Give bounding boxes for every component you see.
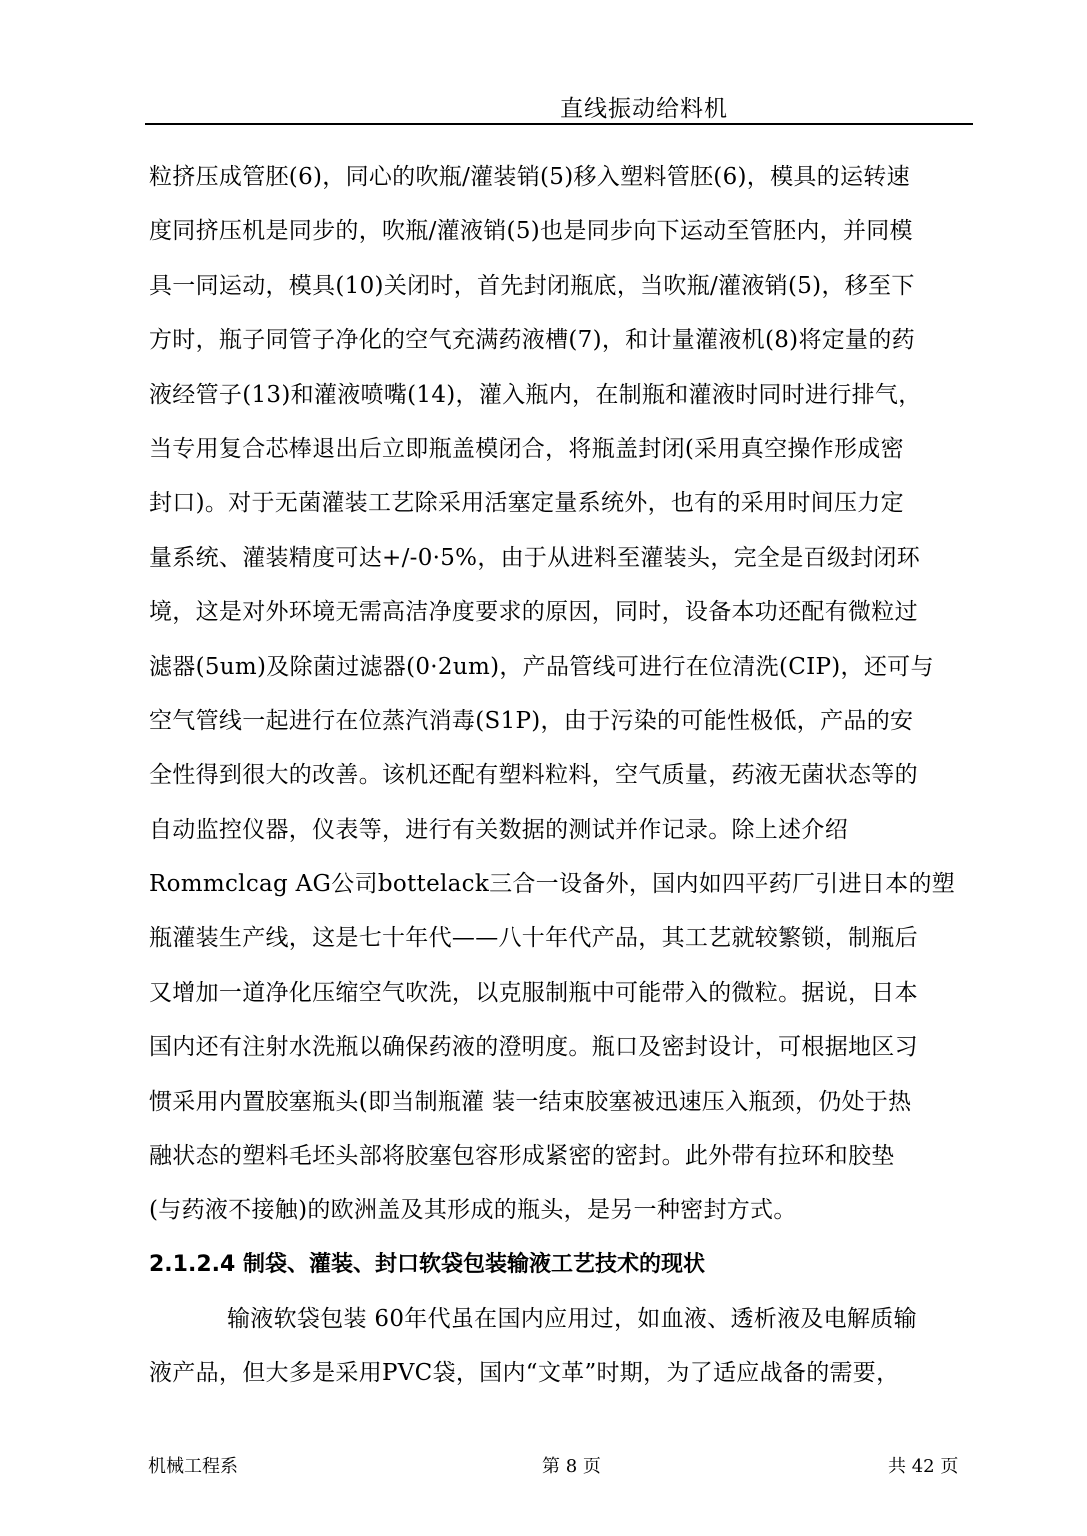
section-heading: 2.1.2.4 制袋、灌装、封口软袋包装输液工艺技术的现状 — [149, 1251, 705, 1277]
body-line: 全性得到很大的改善。该机还配有塑料粒料，空气质量，药液无菌状态等的 — [149, 762, 918, 789]
footer-page-number: 第 8 页 — [542, 1456, 601, 1477]
body-line: 度同挤压机是同步的，吹瓶/灌液销(5)也是同步向下运动至管胚内，并同模 — [149, 218, 913, 245]
body-line: 融状态的塑料毛坯头部将胶塞包容形成紧密的密封。此外带有拉环和胶垫 — [149, 1143, 895, 1170]
body-line: 封口)。对于无菌灌装工艺除采用活塞定量系统外，也有的采用时间压力定 — [149, 490, 904, 517]
body-line: 空气管线一起进行在位蒸汽消毒(S1P)，由于污染的可能性极低，产品的安 — [149, 707, 914, 734]
header-divider — [145, 123, 973, 125]
body-line: 输液软袋包装 60年代虽在国内应用过，如血液、透析液及电解质输 — [227, 1305, 917, 1332]
body-line: 瓶灌装生产线，这是七十年代——八十年代产品，其工艺就较繁锁，制瓶后 — [149, 925, 918, 952]
body-line: 国内还有注射水洗瓶以确保药液的澄明度。瓶口及密封设计，可根据地区习 — [149, 1034, 918, 1061]
body-line: 境，这是对外环境无需高洁净度要求的原因，同时，设备本功还配有微粒过 — [149, 599, 918, 626]
body-line: 当专用复合芯棒退出后立即瓶盖模闭合，将瓶盖封闭(采用真空操作形成密 — [149, 435, 904, 462]
body-line: 粒挤压成管胚(6)，同心的吹瓶/灌装销(5)移入塑料管胚(6)，模具的运转速 — [149, 164, 910, 190]
body-line: (与药液不接触)的欧洲盖及其形成的瓶头，是另一种密封方式。 — [149, 1197, 797, 1224]
body-line: 又增加一道净化压缩空气吹洗，以克服制瓶中可能带入的微粒。据说，日本 — [149, 979, 918, 1006]
header-title: 直线振动给料机 — [560, 96, 728, 122]
body-line: 惯采用内置胶塞瓶头(即当制瓶灌 装一结束胶塞被迅速压入瓶颈，仍处于热 — [149, 1088, 912, 1115]
body-line: Rommclcag AG公司bottelack三合一设备外，国内如四平药厂引进日本的塑 — [149, 871, 956, 898]
footer-total-pages: 共 42 页 — [888, 1456, 959, 1477]
body-line: 滤器(5um)及除菌过滤器(0·2um)，产品管线可进行在位清洗(CIP)，还可与 — [149, 653, 934, 680]
body-line: 量系统、灌装精度可达+/-0·5%，由于从进料至灌装头，完全是百级封闭环 — [149, 544, 921, 571]
document-body — [149, 150, 975, 1401]
body-line: 自动监控仪器，仪表等，进行有关数据的测试并作记录。除上述介绍 — [149, 816, 848, 843]
footer-department: 机械工程系 — [148, 1456, 238, 1477]
body-line: 方时，瓶子同管子净化的空气充满药液槽(7)，和计量灌液机(8)将定量的药 — [149, 327, 915, 354]
body-line: 具一同运动，模具(10)关闭时，首先封闭瓶底，当吹瓶/灌液销(5)，移至下 — [149, 272, 915, 299]
body-line: 液经管子(13)和灌液喷嘴(14)，灌入瓶内，在制瓶和灌液时同时进行排气， — [149, 381, 922, 408]
body-line: 液产品，但大多是采用PVC袋，国内“文革”时期，为了适应战备的需要， — [149, 1360, 900, 1387]
